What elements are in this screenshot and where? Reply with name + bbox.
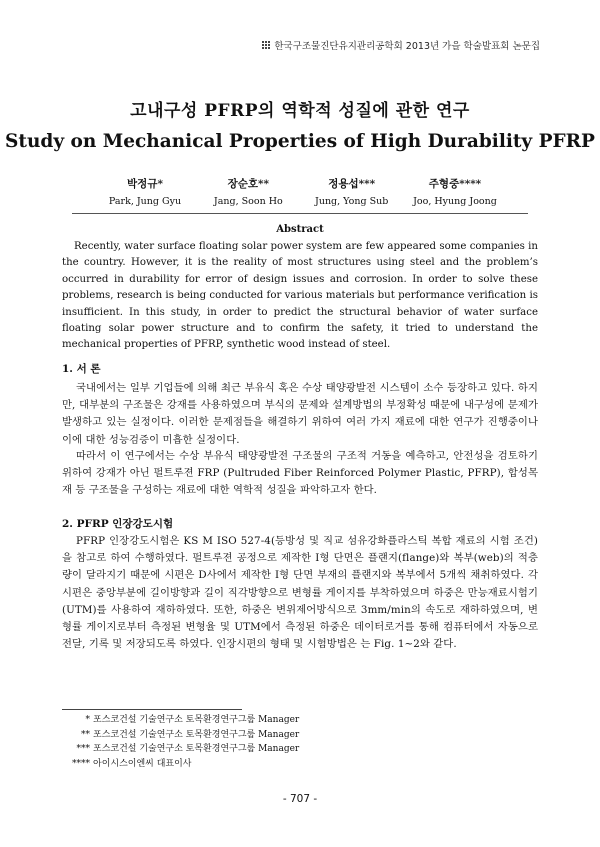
author-name-english: Jung, Yong Sub bbox=[315, 196, 389, 207]
footnote-text: 포스코건설 기술연구소 토목환경연구그룹 Manager bbox=[93, 729, 300, 740]
footnote-text: 포스코건설 기술연구소 토목환경연구그룹 Manager bbox=[93, 715, 300, 725]
author-name-english: Jang, Soon Ho bbox=[213, 196, 283, 207]
author-2 bbox=[198, 176, 298, 207]
section-2-paragraph-1: PFRP 인장강도시험은 KS M ISO 527-4(등방성 및 직교 섬유강화플라스틱 복합 재료의 시험 조건)을 참고로 하여 수행하였다. 펄트루젼 공정으로 제작한 I형 단면은 플랜지(flange)와 복부(web)의 적층량이 달라지기 때문에 시편은 D사에서 제작한 I형 단면 부재의 플랜지와 복부에서 5개씩 채취하였다. 각 시편은 중앙부분에 길이방향과 길이 직각방향으로 변형률 게이지를 부착하였으며 하중은 만능재료시험기(UTM)를 사용하여 재하하였다. 또한, 하중은 변위제어방식으로 3mm/min의 속도로 재하하였으며, 변형률 게이지로부터 측정된 변형율 및 UTM에서 측정된 하중은 데이터로거를 통해 컴퓨터에서 자동으로 전달, 기록 및 저장되도록 하였다. 인장시편의 형태 및 시험방법은 는 Fig. 1~2와 같다. bbox=[62, 535, 538, 651]
footnote-mark: ** bbox=[81, 729, 90, 740]
footnote-text: 포스코건설 기술연구소 토목환경연구그룹 Manager bbox=[93, 744, 300, 754]
footnote-divider bbox=[62, 709, 242, 710]
author-3 bbox=[302, 176, 402, 207]
section-1-paragraph-2: 따라서 이 연구에서는 수상 부유식 태양광발전 구조물의 구조적 거동을 예측하고, 안전성을 검토하기 위하여 강재가 아닌 펄트루젼 FRP (Pultruded Fiber Reinforced Polymer Plastic, PFRP), 합성목재 등 구조물을 구성하는 재료에 대한 역학적 성질을 파악하고자 한다. bbox=[62, 450, 538, 497]
abstract-heading: Abstract bbox=[276, 224, 324, 235]
section-1-paragraph-1: 국내에서는 일부 기업들에 의해 최근 부유식 혹은 수상 태양광발전 시스템이 소수 등장하고 있다. 하지만, 대부분의 구조물은 강재를 사용하였으며 부식의 문제와 설계방법의 부정확성 때문에 내구성에 문제가 발생하고 있는 실정이다. 이러한 문제점들을 해결하기 위하여 여러 가지 재료에 대한 연구가 진행중이나 이에 대한 성능검증이 미흡한 실정이다. bbox=[62, 382, 538, 446]
author-name-korean: 주형중**** bbox=[428, 178, 482, 190]
footnote-item bbox=[62, 728, 462, 743]
section-heading-introduction: 1. 서 론 bbox=[62, 363, 101, 375]
footnote-mark: * bbox=[85, 715, 90, 725]
author-name-english: Park, Jung Gyu bbox=[108, 196, 182, 207]
footnote-mark: **** bbox=[72, 758, 90, 769]
author-divider bbox=[72, 213, 528, 214]
section-heading-tensile-test: 2. PFRP 인장강도시험 bbox=[62, 518, 174, 530]
author-name-english: Joo, Hyung Joong bbox=[413, 196, 497, 207]
footnote-text: 아이시스이엔씨 대표이사 bbox=[93, 758, 192, 769]
author-1 bbox=[95, 176, 195, 207]
footnote-item bbox=[62, 757, 462, 772]
paper-title-english: Study on Mechanical Properties of High Durability PFRP bbox=[5, 131, 595, 152]
paper-title-korean: 고내구성 PFRP의 역학적 성질에 관한 연구 bbox=[130, 101, 470, 121]
abstract-text: Recently, water surface floating solar power system are few appeared some companies in the country. However, it is the reality of most structures using steel and the problem’s occurred in durability for error of design issues and corrosion. In order to solve these problems, research is being conducted for various materials but performance verification is insufficient. In this study, in order to predict the structural behavior of water surface floating solar power structure and to confirm the safety, it tried to understand the mechanical properties of PFRP, synthetic wood instead of steel. bbox=[62, 241, 538, 351]
footnote-item bbox=[62, 713, 462, 728]
author-list bbox=[95, 176, 505, 207]
author-name-korean: 박정규* bbox=[127, 178, 163, 190]
author-name-korean: 장순호** bbox=[227, 178, 270, 190]
footnotes bbox=[62, 713, 462, 771]
header-dots-icon bbox=[262, 41, 271, 50]
running-header bbox=[262, 38, 540, 52]
header-text: 한국구조물진단유지관리공학회 2013년 가을 학술발표회 논문집 bbox=[274, 41, 540, 52]
footnote-mark: *** bbox=[76, 744, 90, 754]
footnote-item bbox=[62, 742, 462, 757]
page-number: - 707 - bbox=[282, 793, 318, 805]
author-4 bbox=[405, 176, 505, 207]
author-name-korean: 정용섭*** bbox=[328, 178, 376, 190]
